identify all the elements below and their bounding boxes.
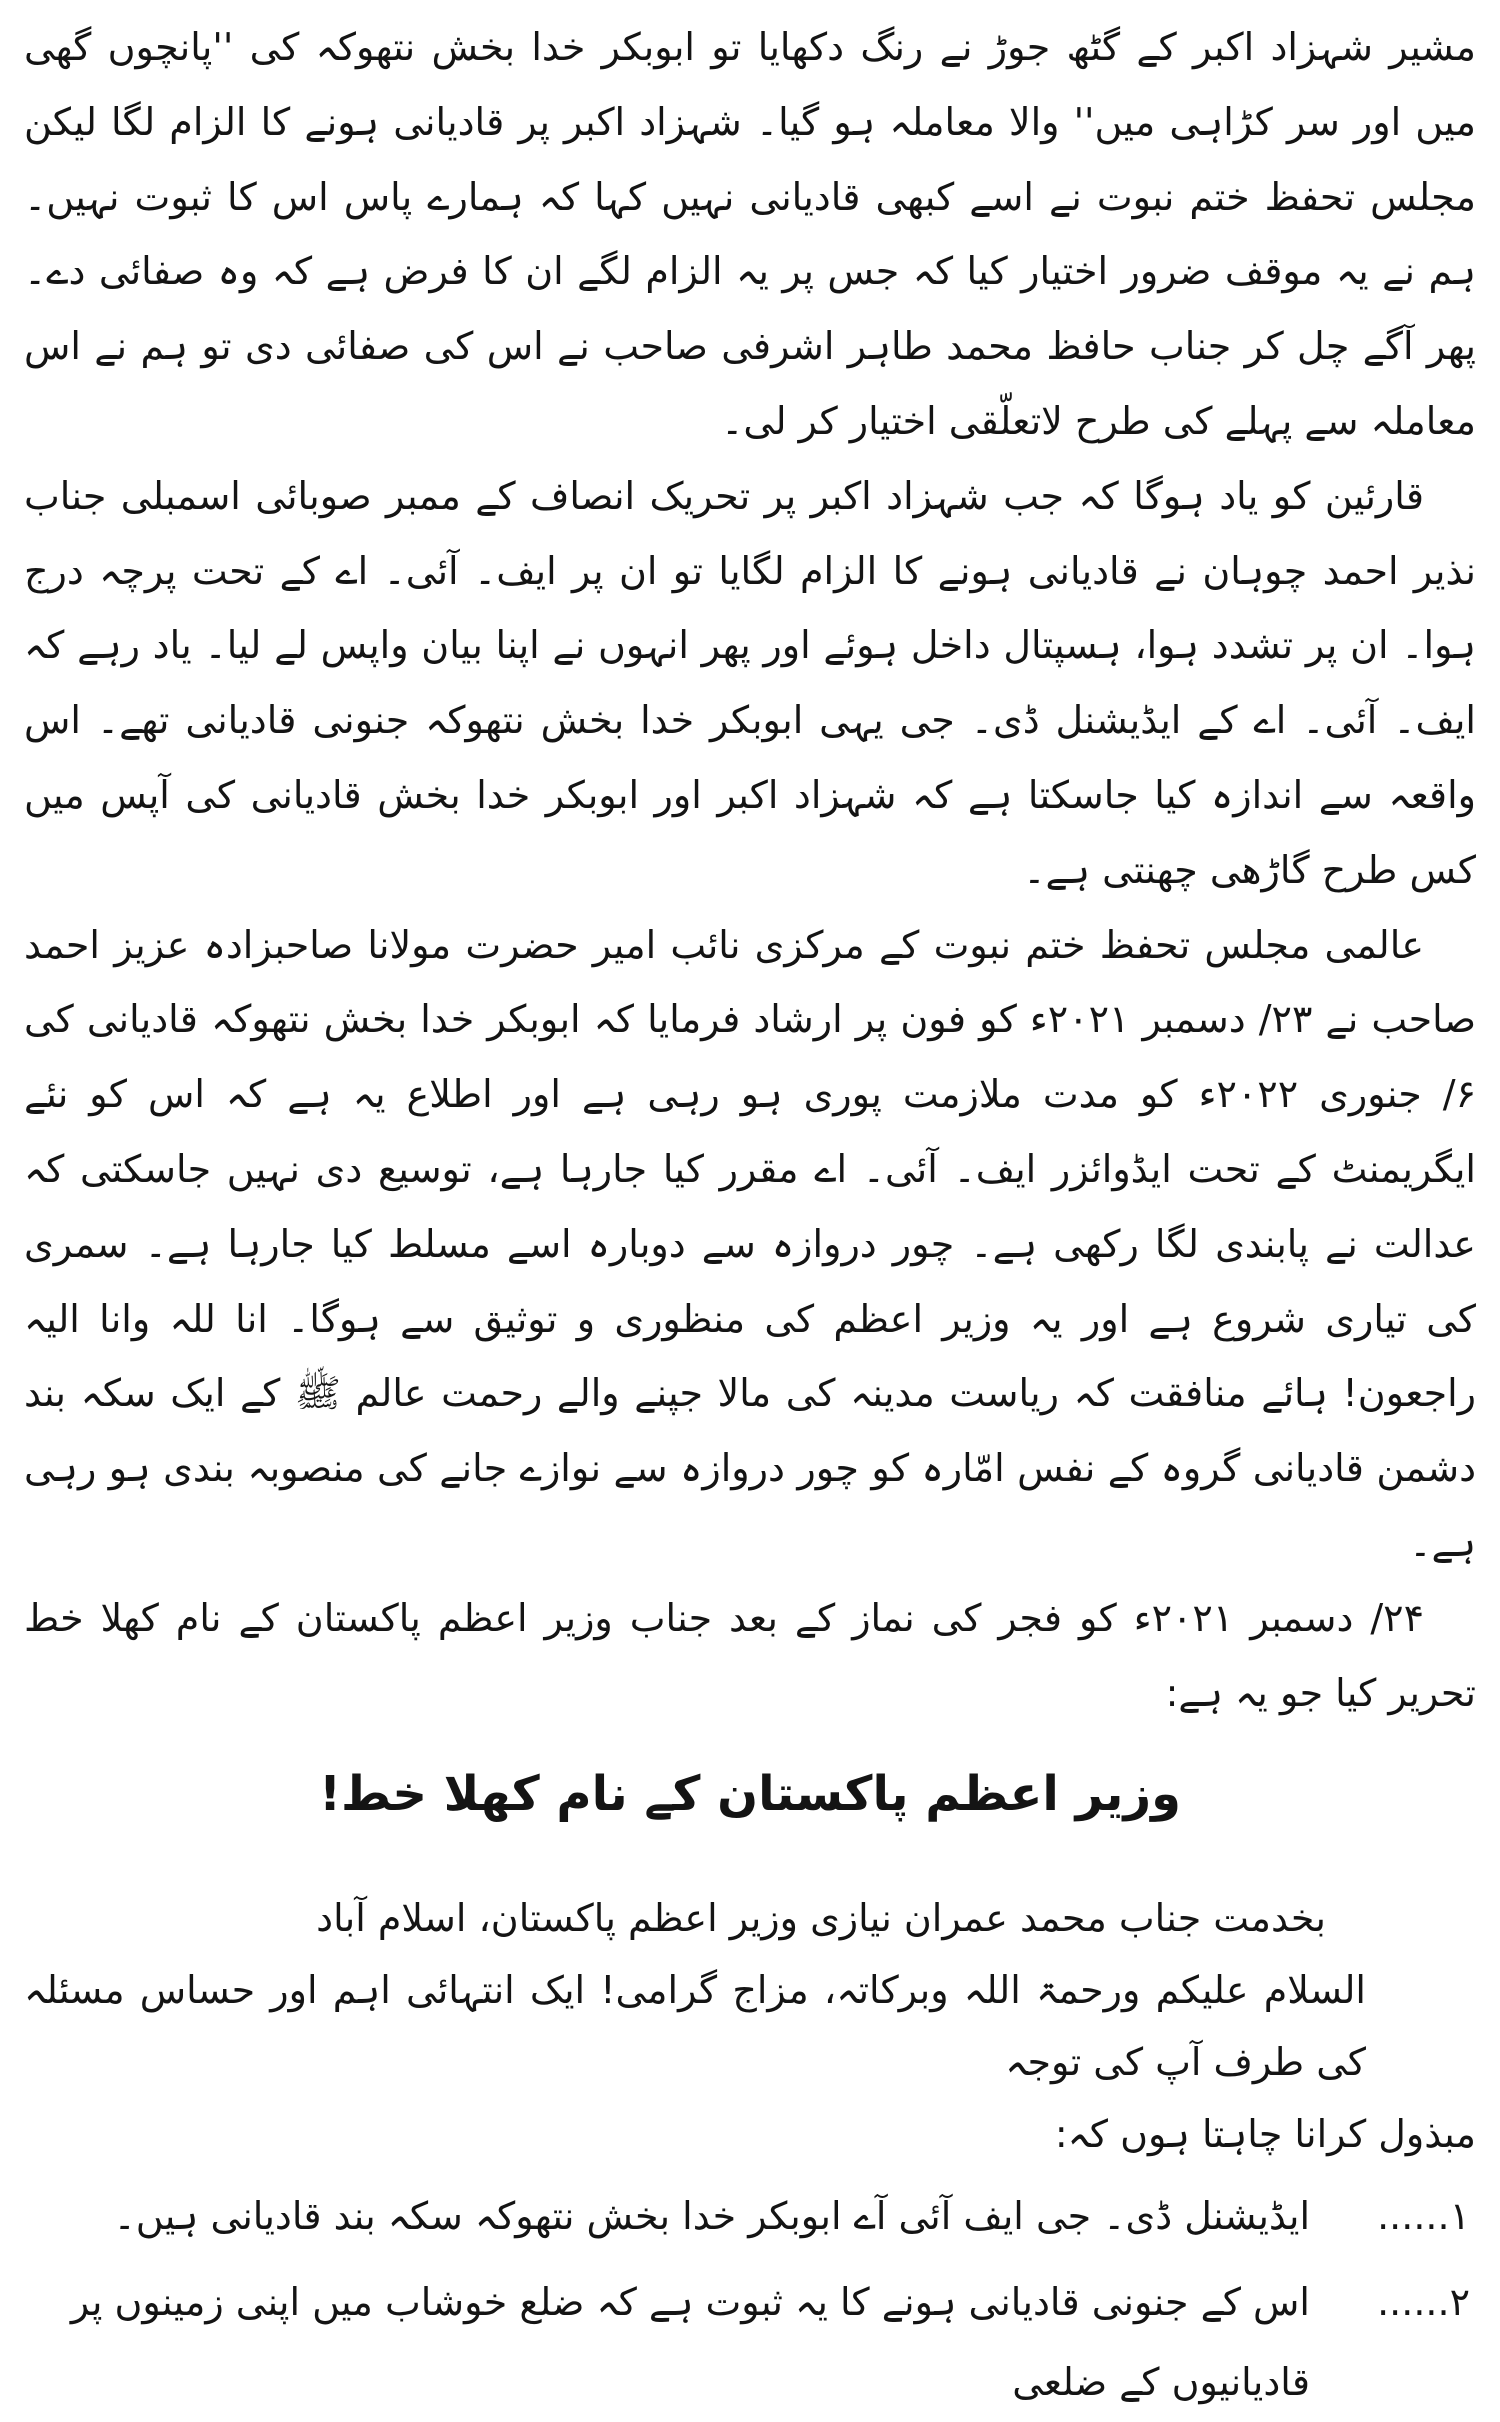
letter-addressee: بخدمت جناب محمد عمران نیازی وزیر اعظم پاکستان، اسلام آباد (316, 1896, 1326, 1941)
letter-greeting: السلام علیکم ورحمۃ اللہ وبرکاتہ، مزاج گرامی! ایک انتہائی اہم اور حساس مسئلہ کی طرف آپ کی توجہ (24, 1968, 1366, 2085)
list-item-number: ۲...... (1377, 2280, 1470, 2325)
paragraph-4: ۲۴/ دسمبر ۲۰۲۱ء کو فجر کی نماز کے بعد جناب وزیر اعظم پاکستان کے نام کھلا خط تحریر کیا جو یہ ہے: (24, 1595, 1476, 1715)
list-item (24, 2176, 1476, 2256)
letter-greeting-continued: مبذول کرانا چاہتا ہوں کہ: (1054, 2112, 1476, 2157)
paragraph-3: عالمی مجلس تحفظ ختم نبوت کے مرکزی نائب امیر حضرت مولانا صاحبزادہ عزیز احمد صاحب نے ۲۳/ دسمبر ۲۰۲۱ء کو فون پر ارشاد فرمایا کہ ابوبکر خدا بخش نتھوکہ قادیانی کی ۶/ جنوری ۲۰۲۲ء کو مدت ملازمت پوری ہو رہی ہے اور اطلاع یہ ہے کہ اس کو نئے ایگریمنٹ کے تحت ایڈوائزر ایف۔ آئی۔ اے مقرر کیا جارہا ہے، توسیع دی نہیں جاسکتی کہ عدالت نے پابندی لگا رکھی ہے۔ چور دروازہ سے دوبارہ اسے مسلط کیا جارہا ہے۔ سمری کی تیاری شروع ہے اور یہ وزیر اعظم کی منظوری و توثیق سے ہوگا۔ انا للہ وانا الیہ راجعون! ہائے منافقت کہ ریاست مدینہ کی مالا جپنے والے رحمت عالم ﷺ کے ایک سکہ بند دشمن قادیانی گروہ کے نفس امّارہ کو چور دروازہ سے نوازے جانے کی منصوبہ بندی ہو رہی ہے۔ (24, 922, 1476, 1565)
list-item-text: اس کے جنونی قادیانی ہونے کا یہ ثبوت ہے کہ ضلع خوشاب میں اپنی زمینوں پر قادیانیوں کے ضلعی (70, 2280, 1310, 2405)
paragraph-2: قارئین کو یاد ہوگا کہ جب شہزاد اکبر پر تحریک انصاف کے ممبر صوبائی اسمبلی جناب نذیر احمد چوہان نے قادیانی ہونے کا الزام لگایا تو ان پر ایف۔ آئی۔ اے کے تحت پرچہ درج ہوا۔ ان پر تشدد ہوا، ہسپتال داخل ہوئے اور پھر انہوں نے اپنا بیان واپس لے لیا۔ یاد رہے کہ ایف۔ آئی۔ اے کے ایڈیشنل ڈی۔ جی یہی ابوبکر خدا بخش نتھوکہ جنونی قادیانی تھے۔ اس واقعہ سے اندازہ کیا جاسکتا ہے کہ شہزاد اکبر اور ابوبکر خدا بخش قادیانی کی آپس میں کس طرح گاڑھی چھنتی ہے۔ (24, 473, 1476, 892)
list-item-text: ایڈیشنل ڈی۔ جی ایف آئی آے ابوبکر خدا بخش نتھوکہ سکہ بند قادیانی ہیں۔ (113, 2194, 1310, 2239)
letter-heading: وزیر اعظم پاکستان کے نام کھلا خط! (319, 1766, 1181, 1823)
list-item (24, 2262, 1476, 2422)
list-item-number: ۱...... (1377, 2194, 1470, 2239)
paragraph-1: مشیر شہزاد اکبر کے گٹھ جوڑ نے رنگ دکھایا تو ابوبکر خدا بخش نتھوکہ کی ''پانچوں گھی میں اور سر کڑاہی میں'' والا معاملہ ہو گیا۔ شہزاد اکبر پر قادیانی ہونے کا الزام لگا لیکن مجلس تحفظ ختم نبوت نے اسے کبھی قادیانی نہیں کہا کہ ہمارے پاس اس کا ثبوت نہیں۔ ہم نے یہ موقف ضرور اختیار کیا کہ جس پر یہ الزام لگے ان کا فرض ہے کہ وہ صفائی دے۔ پھر آگے چل کر جناب حافظ محمد طاہر اشرفی صاحب نے اس کی صفائی دی تو ہم نے اس معاملہ سے پہلے کی طرح لاتعلّقی اختیار کر لی۔ (24, 25, 1476, 443)
